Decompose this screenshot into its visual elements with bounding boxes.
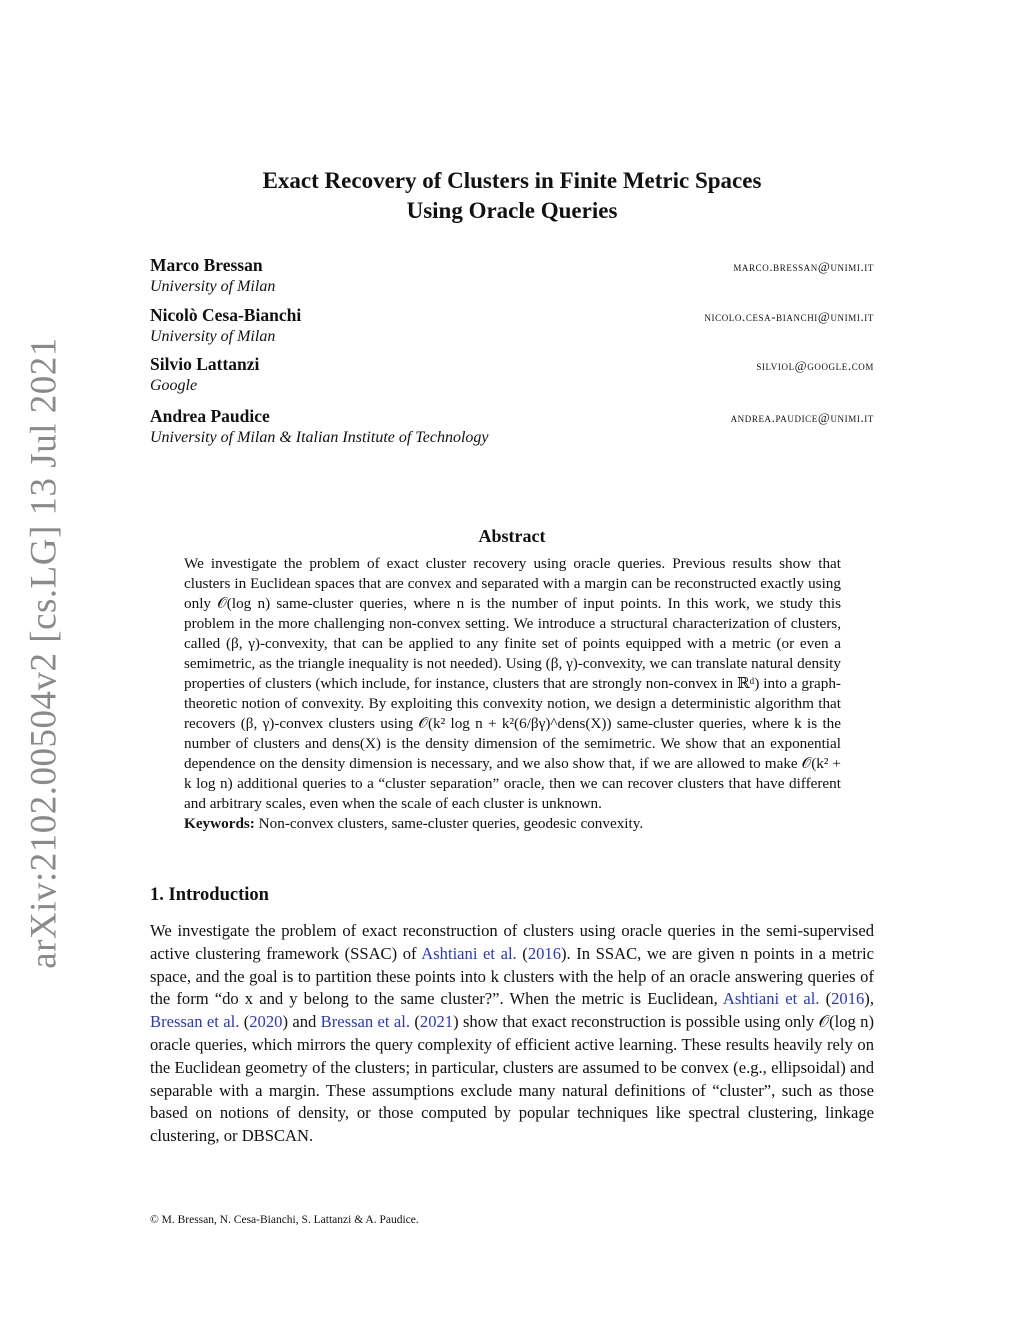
keywords-text: Non-convex clusters, same-cluster queries, geodesic convexity. bbox=[258, 815, 644, 832]
abstract-text: We investigate the problem of exact cluster recovery using oracle queries. Previous results show that clusters in Euclidean spaces that are convex and separated with a margin can be reconstructed exactly using only 𝒪(log n) same-cluster queries, where n is the number of input points. In this work, we study this problem in the more challenging non-convex setting. We introduce a structural characterization of clusters, called (β, γ)-convexity, that can be applied to any finite set of points equipped with a metric (or even a semimetric, as the triangle inequality is not needed). Using (β, γ)-convexity, we can translate natural density properties of clusters (which include, for instance, clusters that are strongly non-convex in ℝᵈ) into a graph-theoretic notion of convexity. By exploiting this convexity notion, we design a deterministic algorithm that recovers (β, γ)-convex clusters using 𝒪(k² log n + k²(6/βγ)^dens(X)) same-cluster queries, where k is the number of clusters and dens(X) is the density dimension of the semimetric. We show that an exponential dependence on the density dimension is necessary, and we also show that, if we are allowed to make 𝒪(k² + k log n) additional queries to a “cluster separation” oracle, then we can recover clusters that have different and arbitrary scales, even when the scale of each cluster is unknown. bbox=[184, 555, 841, 812]
citation-year-link[interactable]: 2021 bbox=[419, 1012, 454, 1032]
arxiv-side-stamp bbox=[0, 0, 90, 1325]
author-email[interactable]: andrea.paudice@unimi.it bbox=[730, 410, 874, 425]
citation-year-link[interactable]: 2016 bbox=[527, 943, 562, 963]
citation-year-link[interactable]: 2016 bbox=[831, 989, 865, 1009]
author-email[interactable]: nicolo.cesa-bianchi@unimi.it bbox=[704, 309, 874, 324]
title-line-2: Using Oracle Queries bbox=[406, 198, 618, 223]
copyright-footer: © M. Bressan, N. Cesa-Bianchi, S. Lattanzi & A. Paudice. bbox=[150, 1214, 419, 1226]
citation-separator: ), bbox=[864, 989, 874, 1009]
title-line-1: Exact Recovery of Clusters in Finite Metric Spaces bbox=[262, 168, 762, 193]
author-name: Marco Bressan bbox=[150, 255, 263, 275]
author-entry bbox=[150, 255, 874, 296]
author-entry bbox=[150, 354, 874, 395]
author-name: Andrea Paudice bbox=[150, 406, 270, 426]
paper-title bbox=[150, 166, 874, 226]
author-affiliation: University of Milan bbox=[150, 328, 276, 345]
citation-link[interactable]: Bressan et al. bbox=[150, 1012, 240, 1032]
citation-link[interactable]: Ashtiani et al. bbox=[722, 989, 820, 1009]
citation-separator: ) and bbox=[282, 1012, 321, 1032]
section-heading-introduction: 1. Introduction bbox=[150, 885, 269, 905]
author-email[interactable]: marco.bressan@unimi.it bbox=[733, 259, 874, 274]
keywords-line bbox=[184, 814, 841, 834]
abstract-heading: Abstract bbox=[478, 526, 546, 546]
citation-open-paren: ( bbox=[239, 1012, 250, 1032]
citation-link[interactable]: Bressan et al. bbox=[320, 1012, 411, 1032]
author-affiliation: University of Milan bbox=[150, 278, 276, 295]
citation-link[interactable]: Ashtiani et al. bbox=[421, 943, 517, 963]
author-name: Silvio Lattanzi bbox=[150, 354, 260, 374]
author-affiliation: Google bbox=[150, 377, 198, 394]
author-entry bbox=[150, 305, 874, 346]
citation-open-paren: ( bbox=[410, 1012, 420, 1032]
author-affiliation: University of Milan & Italian Institute of Technology bbox=[150, 429, 489, 446]
intro-text: ). In SSAC, we are given n points in a metric space, and the goal is to partition these points into k clusters with the help of an oracle answering queries of the form “do x and y belong to the same cluster?”. When the metric is Euclidean, bbox=[150, 943, 874, 1009]
intro-text: ) show that exact reconstruction is possible using only 𝒪(log n) oracle queries, which mirrors the query complexity of efficient active learning. These results heavily rely on the Euclidean geometry of the clusters; in particular, clusters are assumed to be convex (e.g., ellipsoidal) and separable with a margin. These assumptions exclude many natural definitions of “cluster”, such as those based on notions of density, or those computed by popular techniques like spectral clustering, linkage clustering, or DBSCAN. bbox=[150, 1012, 874, 1146]
keywords-label: Keywords: bbox=[184, 815, 255, 832]
introduction-paragraph bbox=[150, 920, 874, 1148]
citation-open-paren: ( bbox=[819, 989, 832, 1009]
author-name: Nicolò Cesa-Bianchi bbox=[150, 305, 302, 325]
abstract-body bbox=[184, 554, 841, 834]
intro-text: We investigate the problem of exact reconstruction of clusters using oracle queries in the semi-supervised active clustering framework (SSAC) of bbox=[150, 921, 874, 963]
author-entry bbox=[150, 406, 874, 447]
author-email[interactable]: silviol@google.com bbox=[756, 358, 874, 373]
citation-year-link[interactable]: 2020 bbox=[249, 1012, 283, 1032]
arxiv-identifier: arXiv:2102.00504v2 [cs.LG] 13 Jul 2021 bbox=[23, 337, 65, 969]
citation-open-paren: ( bbox=[516, 943, 528, 963]
